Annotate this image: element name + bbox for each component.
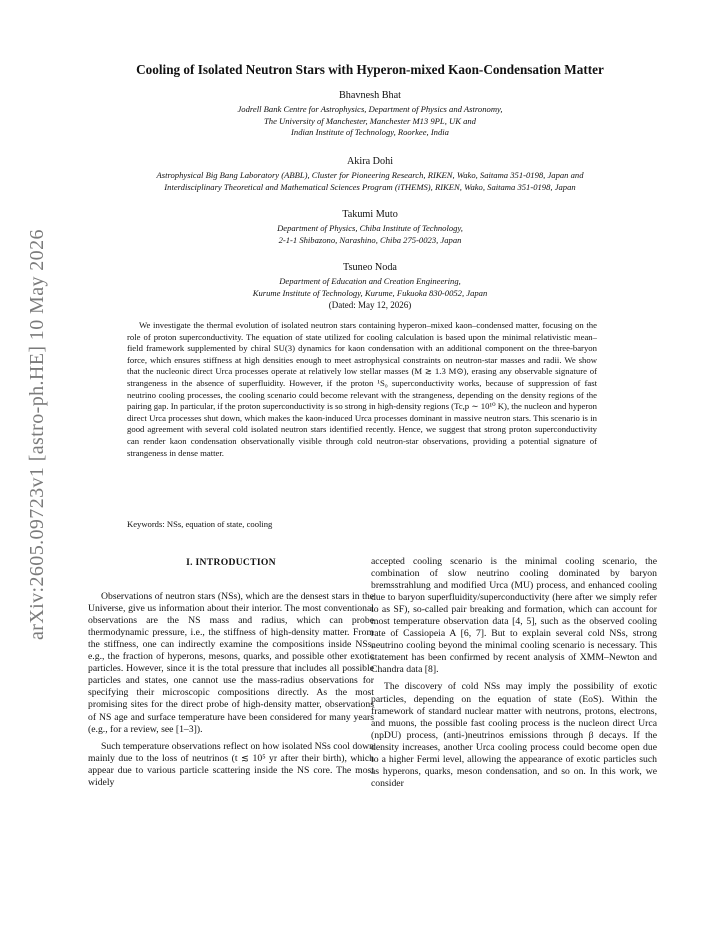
- author-name: Akira Dohi: [346, 156, 394, 167]
- author-name: Takumi Muto: [342, 209, 398, 220]
- paragraph: The discovery of cold NSs may imply the possibility of exotic particles, depending on the equation of state (EoS). Within the framework of standard nuclear matter with neutrons, protons, electrons, and muons, the possible fast cooling process is the nucleon direct Urca (npDU) process, (anti-)neutrinos emissions through β decays. If the density increases, another Urca cooling process could become open due to a higher Fermi level, allowing the appearance of exotic particles such as hyperons, quarks, meson condensation, and so on. In this work, we consider: [371, 681, 657, 789]
- paragraph: accepted cooling scenario is the minimal cooling scenario, the combination of slow neutrino cooling dominated by baryon bremsstrahlung and modified Urca (MU) process, and enhanced cooling due to baryon superfluidity/superconductivity (here after we simply refer to as SF), so-called pair breaking and formation, which can account for most temperature observation data [4, 5], such as the observed cooling rate of Cassiopeia A [6, 7]. But to explain several cold NSs, strong neutrino cooling beyond the minimal cooling scenario is necessary. This statement has been confirmed by recent analysis of XMM–Newton and Chandra data [8].: [371, 556, 657, 676]
- author-affiliation: 2-1-1 Shibazono, Narashino, Chiba 275-0023, Japan: [278, 234, 462, 245]
- right-column: [371, 556, 657, 795]
- author-block-3: [60, 209, 680, 246]
- author-name: Bhavnesh Bhat: [339, 90, 401, 101]
- author-block-4: [60, 262, 680, 312]
- author-name: Tsuneo Noda: [343, 262, 397, 273]
- author-affiliation: Indian Institute of Technology, Roorkee, India: [291, 127, 449, 138]
- author-affiliation: Astrophysical Big Bang Laboratory (ABBL), Cluster for Pioneering Research, RIKEN, Wako, Saitama 351-0198, Japan and: [156, 170, 584, 181]
- author-affiliation: Kurume Institute of Technology, Kurume, Fukuoka 830-0052, Japan: [252, 287, 488, 298]
- author-affiliation: The University of Manchester, Manchester M13 9PL, UK and: [264, 115, 476, 126]
- author-block-1: [60, 90, 680, 139]
- author-affiliation: Jodrell Bank Centre for Astrophysics, Department of Physics and Astronomy,: [237, 104, 503, 115]
- author-affiliation: Department of Physics, Chiba Institute of Technology,: [277, 223, 463, 234]
- author-block-2: [60, 156, 680, 193]
- author-affiliation: Department of Education and Creation Engineering,: [279, 276, 461, 287]
- abstract: We investigate the thermal evolution of isolated neutron stars containing hyperon–mixed kaon–condensed matter, focusing on the role of proton superconductivity. The equation of state utilized for cooling calculation is based upon the minimal relativistic mean–field framework supplemented by chiral SU(3) dynamics for kaon condensation with an additional component on the three-baryon force, which ensures stiffness at high densities enough to meet astrophysical constraints on neutron-star masses and radii. We show that the nucleonic direct Urca processes operate at relatively low stellar masses (M ≳ 1.3 M⊙), erasing any observable signature of strangeness in the absence of superfluidity. However, if the proton ¹S₀ superconductivity works, because of suppression of fast neutrino cooling processes, the cooling scenario could become relevant with the strangeness, depending on the density regions of the pairing gap. In particular, if the proton superconductivity is so strong in high-density regions (Tc,p ∼ 10¹⁰ K), the nucleon and hyperon direct Urca processes shut down, which makes the kaon-induced Urca processes dominant in massive neutron stars. This scenario is in good agreement with several cold isolated neutron stars identified recently. Hence, we suggest that strong proton superconductivity can render kaon condensation observationally visible through cold neutron-star observations, providing a potential signature of strangeness in dense matter.: [127, 320, 597, 458]
- arxiv-sidebar-id: arXiv:2605.09723v1 [astro-ph.HE] 10 May 2026: [26, 229, 48, 640]
- paragraph: Such temperature observations reflect on how isolated NSs cool down mainly due to the loss of neutrinos (t ≲ 10⁵ yr after their birth), which appear due to various particle scattering inside the NS core. The most widely: [88, 740, 374, 788]
- left-column: [88, 553, 374, 794]
- keywords: Keywords: NSs, equation of state, cooling: [127, 519, 273, 529]
- paper-title: Cooling of Isolated Neutron Stars with Hyperon-mixed Kaon-Condensation Matter: [136, 62, 604, 77]
- dated-line: (Dated: May 12, 2026): [328, 300, 412, 311]
- section-heading: I. INTRODUCTION: [186, 557, 276, 568]
- author-affiliation: Interdisciplinary Theoretical and Mathematical Sciences Program (iTHEMS), RIKEN, Wako, Saitama 351-0198, Japan: [164, 181, 576, 192]
- paragraph: Observations of neutron stars (NSs), which are the densest stars in the Universe, give us information about their interior. The most conventional observations are the NS mass and radius, which can probe thermodynamic pressure, i.e., the stiffness of high-density matter. From the stiffness, one can indirectly examine the compositions inside NSs, e.g., the fraction of hyperons, mesons, quarks, and possible other exotic particles. However, since it is the total pressure that includes all possible particles and states, one cannot use the mass-radius observations for specifying their microscopic compositions directly. As the most promising sites for the direct probe of high-density matter, observations of NS age and surface temperature have been considered for many years (e.g., for a review, see [1–3]).: [88, 591, 374, 735]
